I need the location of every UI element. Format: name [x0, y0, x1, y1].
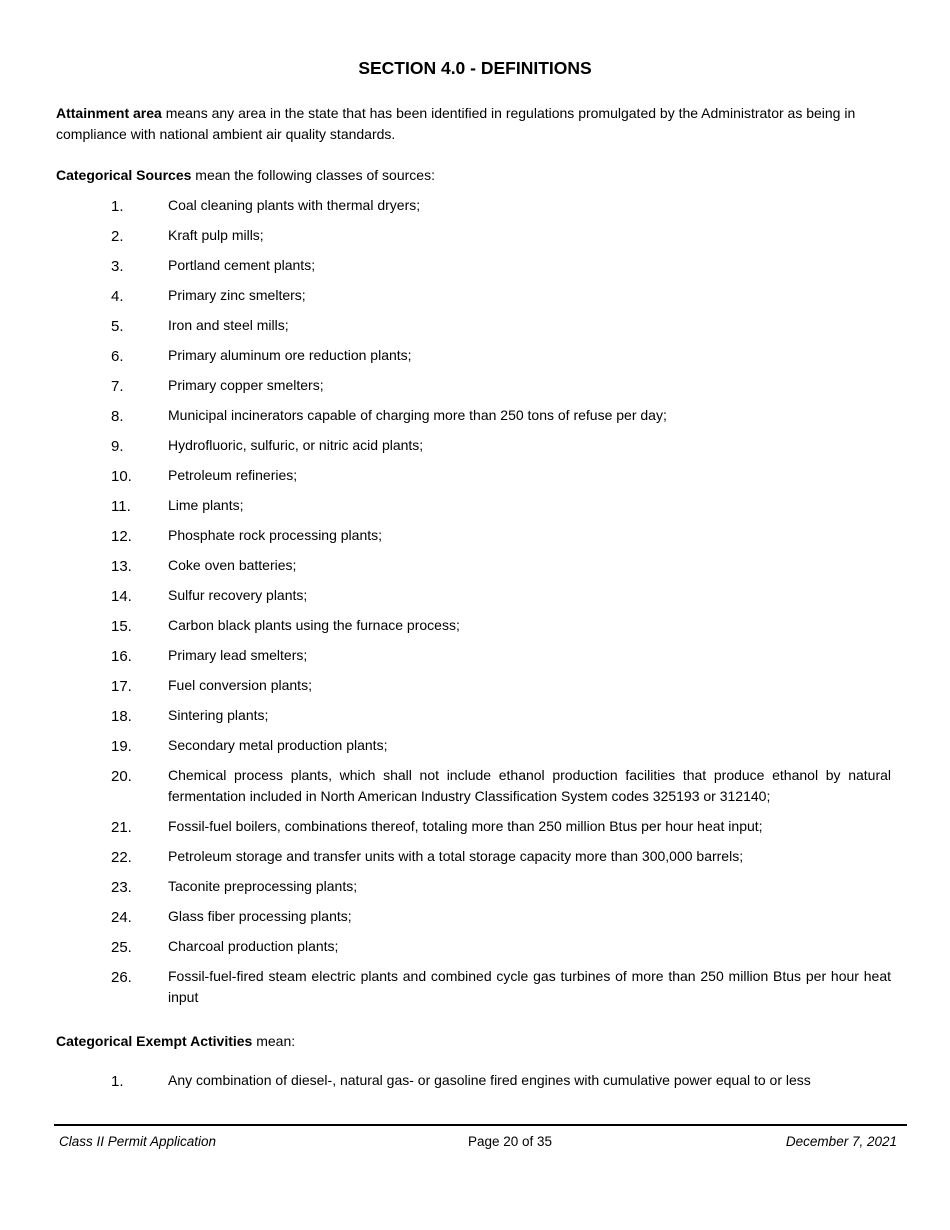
list-item-text: Iron and steel mills; — [168, 317, 289, 333]
list-item — [0, 405, 950, 426]
list-item — [0, 846, 950, 867]
footer-page-number: Page 20 of 35 — [467, 1134, 553, 1149]
list-item — [0, 345, 950, 366]
categorical-sources-definition — [56, 165, 892, 186]
attainment-area-definition — [56, 103, 892, 145]
list-item — [0, 1070, 950, 1091]
list-item-number: 13. — [111, 558, 132, 575]
list-item-number: 6. — [111, 348, 124, 365]
list-item-text: Phosphate rock processing plants; — [168, 527, 383, 543]
list-item — [0, 435, 950, 456]
list-item-number: 16. — [111, 648, 132, 665]
list-item — [0, 876, 950, 897]
footer-document-title: Class II Permit Application — [59, 1134, 217, 1149]
definition-term: Categorical Sources — [56, 167, 192, 183]
list-item-number: 23. — [111, 879, 132, 896]
list-item — [0, 585, 950, 606]
list-item — [0, 675, 950, 696]
list-item — [0, 936, 950, 957]
list-item-number: 8. — [111, 408, 124, 425]
list-item — [0, 966, 950, 1008]
categorical-sources-list — [0, 195, 950, 1017]
list-item — [0, 906, 950, 927]
list-item-text: Municipal incinerators capable of charging more than 250 tons of refuse per day; — [168, 407, 667, 423]
list-item-text: Coke oven batteries; — [168, 557, 297, 573]
list-item-text: Petroleum storage and transfer units with a total storage capacity more than 300,000 barrels; — [168, 848, 744, 864]
list-item-text: Primary zinc smelters; — [168, 287, 306, 303]
list-item — [0, 555, 950, 576]
list-item-text: Fossil-fuel-fired steam electric plants and combined cycle gas turbines of more than 250 million Btus per hour heat input — [168, 968, 891, 1005]
list-item-number: 20. — [111, 768, 132, 785]
list-item-number: 22. — [111, 849, 132, 866]
list-item-text: Sulfur recovery plants; — [168, 587, 308, 603]
list-item — [0, 525, 950, 546]
list-item-number: 11. — [111, 498, 131, 515]
list-item-text: Charcoal production plants; — [168, 938, 339, 954]
list-item-text: Secondary metal production plants; — [168, 737, 388, 753]
list-item-text: Taconite preprocessing plants; — [168, 878, 358, 894]
definition-text: means any area in the state that has been identified in regulations promulgated by the Administrator as being in compliance with national ambient air quality standards. — [56, 105, 856, 142]
list-item-text: Any combination of diesel-, natural gas- or gasoline fired engines with cumulative power equal to or less — [168, 1072, 811, 1088]
list-item-number: 4. — [111, 288, 124, 305]
categorical-exempt-list — [0, 1070, 950, 1100]
categorical-exempt-definition — [56, 1031, 892, 1052]
list-item — [0, 705, 950, 726]
list-item — [0, 645, 950, 666]
list-item-text: Sintering plants; — [168, 707, 269, 723]
list-item — [0, 315, 950, 336]
footer-date: December 7, 2021 — [785, 1134, 897, 1149]
list-item-number: 7. — [111, 378, 124, 395]
list-item — [0, 465, 950, 486]
footer-divider — [54, 1124, 907, 1126]
list-item — [0, 816, 950, 837]
list-item-number: 25. — [111, 939, 132, 956]
list-item-number: 1. — [111, 198, 124, 215]
definition-text: mean the following classes of sources: — [191, 167, 435, 183]
list-item-text: Primary aluminum ore reduction plants; — [168, 347, 412, 363]
list-item — [0, 765, 950, 807]
list-item-text: Glass fiber processing plants; — [168, 908, 352, 924]
list-item — [0, 195, 950, 216]
list-item — [0, 375, 950, 396]
list-item-number: 14. — [111, 588, 132, 605]
list-item-text: Hydrofluoric, sulfuric, or nitric acid plants; — [168, 437, 424, 453]
list-item-number: 3. — [111, 258, 124, 275]
list-item-number: 19. — [111, 738, 132, 755]
list-item-number: 12. — [111, 528, 132, 545]
list-item-number: 2. — [111, 228, 124, 245]
list-item-text: Lime plants; — [168, 497, 244, 513]
list-item-text: Primary lead smelters; — [168, 647, 308, 663]
list-item — [0, 255, 950, 276]
list-item-text: Chemical process plants, which shall not include ethanol production facilities that produce ethanol by natural fermentation included in North American Industry Classification System codes 325193 or 312140; — [168, 767, 891, 804]
list-item — [0, 285, 950, 306]
list-item-number: 1. — [111, 1073, 124, 1090]
list-item-text: Fuel conversion plants; — [168, 677, 312, 693]
list-item-number: 10. — [111, 468, 132, 485]
list-item-number: 5. — [111, 318, 124, 335]
list-item — [0, 225, 950, 246]
list-item-text: Kraft pulp mills; — [168, 227, 264, 243]
list-item-number: 15. — [111, 618, 132, 635]
definition-text: mean: — [252, 1033, 296, 1049]
definition-term: Attainment area — [56, 105, 162, 121]
list-item-number: 21. — [111, 819, 132, 836]
list-item — [0, 495, 950, 516]
definition-term: Categorical Exempt Activities — [56, 1033, 253, 1049]
list-item-text: Portland cement plants; — [168, 257, 316, 273]
list-item — [0, 615, 950, 636]
list-item-number: 26. — [111, 969, 132, 986]
list-item-number: 18. — [111, 708, 132, 725]
list-item — [0, 735, 950, 756]
section-title: SECTION 4.0 - DEFINITIONS — [358, 58, 592, 78]
list-item-text: Primary copper smelters; — [168, 377, 324, 393]
list-item-number: 9. — [111, 438, 124, 455]
list-item-number: 24. — [111, 909, 132, 926]
list-item-number: 17. — [111, 678, 132, 695]
list-item-text: Fossil-fuel boilers, combinations thereof, totaling more than 250 million Btus per hour heat input; — [168, 818, 763, 834]
list-item-text: Petroleum refineries; — [168, 467, 298, 483]
list-item-text: Carbon black plants using the furnace process; — [168, 617, 460, 633]
list-item-text: Coal cleaning plants with thermal dryers; — [168, 197, 421, 213]
